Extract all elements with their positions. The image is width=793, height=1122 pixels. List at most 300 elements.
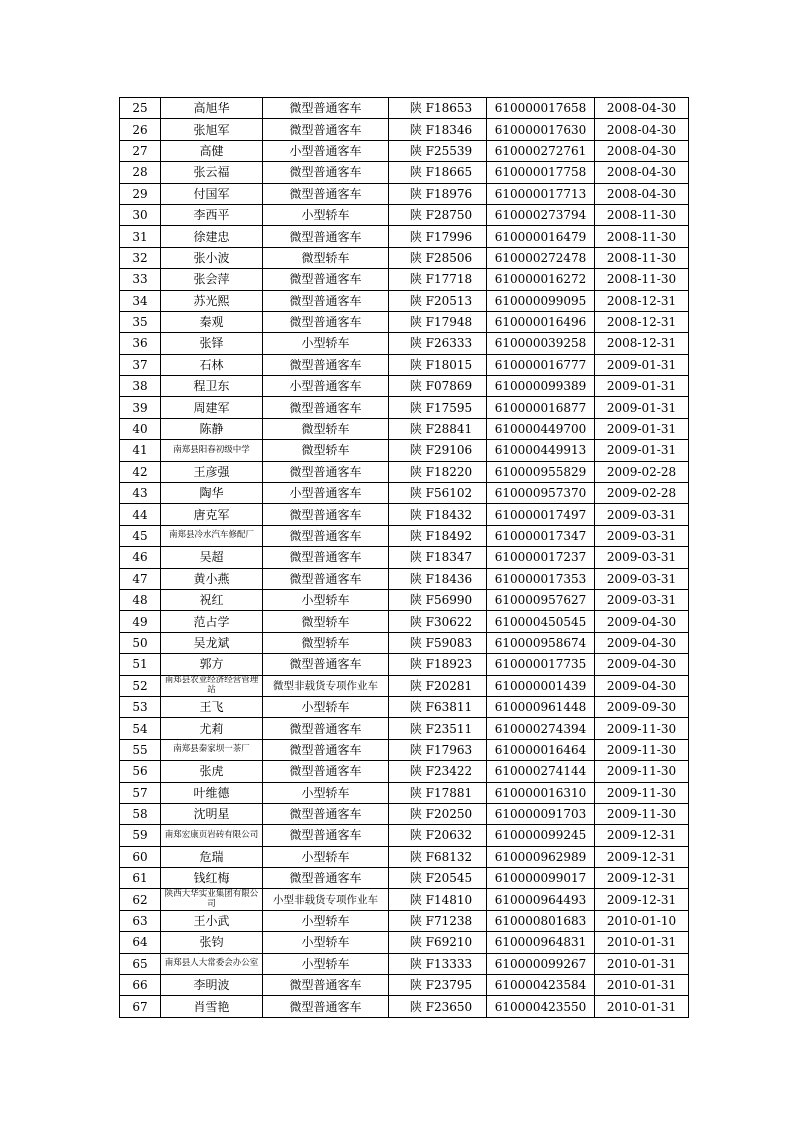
owner-name-cell: 张会萍 (161, 269, 263, 290)
table-row (120, 418, 689, 439)
owner-name-cell (161, 825, 263, 846)
date-cell: 2010-01-31 (595, 932, 689, 953)
owner-name-cell: 周建军 (161, 397, 263, 418)
table-row (120, 504, 689, 525)
table-row (120, 718, 689, 739)
date-cell: 2009-11-30 (595, 718, 689, 739)
vehicle-type-cell: 微型普通客车 (263, 547, 389, 568)
owner-name-text: 南郑县农业经济经营管理站 (164, 675, 259, 695)
row-number-cell: 28 (120, 162, 161, 183)
table-row (120, 910, 689, 931)
registration-id-cell: 610000099267 (487, 953, 595, 974)
table-row (120, 889, 689, 910)
vehicle-type-text: 小型非载货专项作业车 (273, 894, 378, 907)
owner-name-cell (161, 525, 263, 546)
plate-number-cell: 陕 F71238 (389, 910, 487, 931)
vehicle-type-cell: 微型普通客车 (263, 525, 389, 546)
plate-number-cell: 陕 F28750 (389, 204, 487, 225)
date-cell: 2009-12-31 (595, 846, 689, 867)
table-row (120, 376, 689, 397)
vehicle-type-cell: 微型轿车 (263, 632, 389, 653)
vehicle-type-cell: 小型普通客车 (263, 376, 389, 397)
registration-id-cell: 610000964831 (487, 932, 595, 953)
date-cell: 2009-01-31 (595, 440, 689, 461)
vehicle-type-cell: 微型普通客车 (263, 162, 389, 183)
vehicle-type-cell: 小型普通客车 (263, 140, 389, 161)
registration-id-cell: 610000016272 (487, 269, 595, 290)
date-cell: 2008-12-31 (595, 311, 689, 332)
row-number-cell: 36 (120, 333, 161, 354)
plate-number-cell: 陕 F18665 (389, 162, 487, 183)
vehicle-type-cell: 微型普通客车 (263, 269, 389, 290)
owner-name-cell: 张钧 (161, 932, 263, 953)
owner-name-cell: 吴龙斌 (161, 632, 263, 653)
registration-id-cell: 610000099389 (487, 376, 595, 397)
registration-id-cell: 610000955829 (487, 461, 595, 482)
plate-number-cell: 陕 F56990 (389, 589, 487, 610)
row-number-cell: 53 (120, 696, 161, 717)
row-number-cell: 61 (120, 868, 161, 889)
plate-number-cell: 陕 F14810 (389, 889, 487, 910)
registration-id-cell: 610000272478 (487, 247, 595, 268)
table-row (120, 953, 689, 974)
registration-id-cell: 610000017237 (487, 547, 595, 568)
plate-number-cell: 陕 F68132 (389, 846, 487, 867)
registration-id-cell: 610000016877 (487, 397, 595, 418)
date-cell: 2009-09-30 (595, 696, 689, 717)
table-row (120, 98, 689, 119)
table-row (120, 333, 689, 354)
vehicle-type-cell: 微型普通客车 (263, 868, 389, 889)
owner-name-cell: 郭方 (161, 654, 263, 675)
owner-name-cell: 尤莉 (161, 718, 263, 739)
date-cell: 2009-11-30 (595, 761, 689, 782)
registration-id-cell: 610000017658 (487, 98, 595, 119)
row-number-cell: 66 (120, 975, 161, 996)
date-cell: 2009-11-30 (595, 782, 689, 803)
table-row (120, 119, 689, 140)
owner-name-cell: 张虎 (161, 761, 263, 782)
row-number-cell: 52 (120, 675, 161, 696)
date-cell: 2009-03-31 (595, 568, 689, 589)
row-number-cell: 29 (120, 183, 161, 204)
table-row (120, 846, 689, 867)
plate-number-cell: 陕 F23650 (389, 996, 487, 1017)
vehicle-registry-table (119, 97, 689, 1018)
owner-name-cell (161, 440, 263, 461)
row-number-cell: 60 (120, 846, 161, 867)
table-row (120, 140, 689, 161)
plate-number-cell: 陕 F18346 (389, 119, 487, 140)
row-number-cell: 38 (120, 376, 161, 397)
plate-number-cell: 陕 F18347 (389, 547, 487, 568)
table-row (120, 162, 689, 183)
plate-number-cell: 陕 F23511 (389, 718, 487, 739)
plate-number-cell: 陕 F28506 (389, 247, 487, 268)
owner-name-cell (161, 953, 263, 974)
row-number-cell: 59 (120, 825, 161, 846)
row-number-cell: 31 (120, 226, 161, 247)
owner-name-text: 陕西大华实业集团有限公司 (164, 889, 259, 909)
owner-name-cell: 张小波 (161, 247, 263, 268)
date-cell: 2008-04-30 (595, 162, 689, 183)
plate-number-cell: 陕 F20632 (389, 825, 487, 846)
registration-id-cell: 610000016310 (487, 782, 595, 803)
owner-name-cell: 高旭华 (161, 98, 263, 119)
row-number-cell: 32 (120, 247, 161, 268)
date-cell: 2010-01-31 (595, 953, 689, 974)
vehicle-type-cell: 微型普通客车 (263, 803, 389, 824)
row-number-cell: 45 (120, 525, 161, 546)
owner-name-cell: 钱红梅 (161, 868, 263, 889)
owner-name-text: 南郑县秦家坝一茶厂 (173, 744, 250, 755)
owner-name-cell: 秦观 (161, 311, 263, 332)
vehicle-type-cell: 微型普通客车 (263, 183, 389, 204)
registration-id-cell: 610000091703 (487, 803, 595, 824)
table-body (120, 98, 689, 1018)
plate-number-cell: 陕 F23795 (389, 975, 487, 996)
table-row (120, 696, 689, 717)
registration-id-cell: 610000017347 (487, 525, 595, 546)
date-cell: 2009-01-31 (595, 418, 689, 439)
row-number-cell: 46 (120, 547, 161, 568)
registration-id-cell: 610000017713 (487, 183, 595, 204)
owner-name-text: 南郑宏康页岩砖有限公司 (164, 829, 259, 840)
vehicle-type-cell: 微型普通客车 (263, 654, 389, 675)
date-cell: 2009-02-28 (595, 483, 689, 504)
table-row (120, 183, 689, 204)
date-cell: 2009-03-31 (595, 525, 689, 546)
vehicle-type-cell: 微型轿车 (263, 247, 389, 268)
vehicle-type-cell: 小型轿车 (263, 589, 389, 610)
row-number-cell: 63 (120, 910, 161, 931)
plate-number-cell: 陕 F18436 (389, 568, 487, 589)
registration-id-cell: 610000039258 (487, 333, 595, 354)
plate-number-cell: 陕 F20281 (389, 675, 487, 696)
date-cell: 2008-04-30 (595, 119, 689, 140)
table-row (120, 589, 689, 610)
row-number-cell: 48 (120, 589, 161, 610)
vehicle-type-cell: 小型轿车 (263, 204, 389, 225)
table-row (120, 397, 689, 418)
table-row (120, 632, 689, 653)
registration-id-cell: 610000961448 (487, 696, 595, 717)
row-number-cell: 44 (120, 504, 161, 525)
plate-number-cell: 陕 F26333 (389, 333, 487, 354)
table-row (120, 269, 689, 290)
row-number-cell: 55 (120, 739, 161, 760)
row-number-cell: 50 (120, 632, 161, 653)
vehicle-type-cell: 微型轿车 (263, 418, 389, 439)
plate-number-cell: 陕 F17718 (389, 269, 487, 290)
owner-name-cell: 徐建忠 (161, 226, 263, 247)
row-number-cell: 37 (120, 354, 161, 375)
date-cell: 2009-03-31 (595, 589, 689, 610)
row-number-cell: 67 (120, 996, 161, 1017)
registration-id-cell: 610000001439 (487, 675, 595, 696)
registration-id-cell: 610000016464 (487, 739, 595, 760)
owner-name-cell: 祝红 (161, 589, 263, 610)
plate-number-cell: 陕 F23422 (389, 761, 487, 782)
row-number-cell: 65 (120, 953, 161, 974)
vehicle-type-cell: 微型普通客车 (263, 290, 389, 311)
plate-number-cell: 陕 F13333 (389, 953, 487, 974)
registration-id-cell: 610000099095 (487, 290, 595, 311)
date-cell: 2009-01-31 (595, 354, 689, 375)
row-number-cell: 42 (120, 461, 161, 482)
row-number-cell: 27 (120, 140, 161, 161)
owner-name-cell (161, 675, 263, 696)
vehicle-type-cell: 小型轿车 (263, 846, 389, 867)
row-number-cell: 40 (120, 418, 161, 439)
date-cell: 2009-03-31 (595, 504, 689, 525)
owner-name-cell: 张铎 (161, 333, 263, 354)
vehicle-type-cell: 小型轿车 (263, 696, 389, 717)
registration-id-cell: 610000017630 (487, 119, 595, 140)
table-row (120, 311, 689, 332)
registration-id-cell: 610000801683 (487, 910, 595, 931)
vehicle-type-cell: 小型轿车 (263, 953, 389, 974)
registration-id-cell: 610000017353 (487, 568, 595, 589)
plate-number-cell: 陕 F07869 (389, 376, 487, 397)
owner-name-cell: 沈明星 (161, 803, 263, 824)
registration-id-cell: 610000450545 (487, 611, 595, 632)
owner-name-cell: 范占学 (161, 611, 263, 632)
row-number-cell: 54 (120, 718, 161, 739)
table-row (120, 611, 689, 632)
row-number-cell: 62 (120, 889, 161, 910)
owner-name-cell: 王飞 (161, 696, 263, 717)
table-row (120, 204, 689, 225)
date-cell: 2009-04-30 (595, 611, 689, 632)
owner-name-cell: 石林 (161, 354, 263, 375)
plate-number-cell: 陕 F17881 (389, 782, 487, 803)
table-row (120, 782, 689, 803)
table-row (120, 868, 689, 889)
owner-name-cell: 黄小燕 (161, 568, 263, 589)
owner-name-text: 南郑县阳春初级中学 (173, 444, 250, 455)
plate-number-cell: 陕 F56102 (389, 483, 487, 504)
vehicle-type-cell: 微型普通客车 (263, 739, 389, 760)
owner-name-cell: 高健 (161, 140, 263, 161)
plate-number-cell: 陕 F20545 (389, 868, 487, 889)
row-number-cell: 26 (120, 119, 161, 140)
date-cell: 2008-04-30 (595, 98, 689, 119)
registration-id-cell: 610000964493 (487, 889, 595, 910)
table-row (120, 675, 689, 696)
vehicle-type-cell: 小型轿车 (263, 782, 389, 803)
table-row (120, 803, 689, 824)
registration-id-cell: 610000099017 (487, 868, 595, 889)
registration-id-cell: 610000272761 (487, 140, 595, 161)
row-number-cell: 57 (120, 782, 161, 803)
owner-name-cell: 王小武 (161, 910, 263, 931)
row-number-cell: 43 (120, 483, 161, 504)
vehicle-type-cell: 微型普通客车 (263, 761, 389, 782)
plate-number-cell: 陕 F17963 (389, 739, 487, 760)
row-number-cell: 58 (120, 803, 161, 824)
date-cell: 2009-01-31 (595, 376, 689, 397)
table-row (120, 247, 689, 268)
plate-number-cell: 陕 F18492 (389, 525, 487, 546)
table-row (120, 761, 689, 782)
vehicle-type-text: 微型非载货专项作业车 (273, 680, 378, 693)
registration-id-cell: 610000273794 (487, 204, 595, 225)
plate-number-cell: 陕 F20250 (389, 803, 487, 824)
date-cell: 2009-11-30 (595, 739, 689, 760)
vehicle-type-cell: 小型轿车 (263, 932, 389, 953)
date-cell: 2008-04-30 (595, 140, 689, 161)
date-cell: 2009-12-31 (595, 889, 689, 910)
plate-number-cell: 陕 F17595 (389, 397, 487, 418)
date-cell: 2010-01-31 (595, 996, 689, 1017)
row-number-cell: 25 (120, 98, 161, 119)
owner-name-cell: 李西平 (161, 204, 263, 225)
owner-name-cell: 张旭军 (161, 119, 263, 140)
vehicle-type-cell: 微型普通客车 (263, 504, 389, 525)
table-row (120, 354, 689, 375)
registration-id-cell: 610000274144 (487, 761, 595, 782)
date-cell: 2008-12-31 (595, 333, 689, 354)
table-row (120, 568, 689, 589)
owner-name-cell: 苏光熙 (161, 290, 263, 311)
registration-id-cell: 610000449913 (487, 440, 595, 461)
vehicle-type-cell: 小型普通客车 (263, 483, 389, 504)
table-row (120, 547, 689, 568)
plate-number-cell: 陕 F18220 (389, 461, 487, 482)
plate-number-cell: 陕 F18015 (389, 354, 487, 375)
date-cell: 2009-04-30 (595, 632, 689, 653)
row-number-cell: 41 (120, 440, 161, 461)
owner-name-cell: 陶华 (161, 483, 263, 504)
registration-id-cell: 610000099245 (487, 825, 595, 846)
date-cell: 2010-01-31 (595, 975, 689, 996)
date-cell: 2009-12-31 (595, 825, 689, 846)
plate-number-cell: 陕 F18976 (389, 183, 487, 204)
registration-id-cell: 610000423584 (487, 975, 595, 996)
date-cell: 2008-11-30 (595, 247, 689, 268)
owner-name-cell: 危瑞 (161, 846, 263, 867)
vehicle-type-cell: 微型普通客车 (263, 354, 389, 375)
plate-number-cell: 陕 F25539 (389, 140, 487, 161)
plate-number-cell: 陕 F18432 (389, 504, 487, 525)
table-row (120, 932, 689, 953)
vehicle-type-cell: 微型普通客车 (263, 98, 389, 119)
row-number-cell: 51 (120, 654, 161, 675)
owner-name-cell: 陈静 (161, 418, 263, 439)
owner-name-cell (161, 889, 263, 910)
row-number-cell: 64 (120, 932, 161, 953)
date-cell: 2009-04-30 (595, 654, 689, 675)
row-number-cell: 35 (120, 311, 161, 332)
table-row (120, 461, 689, 482)
vehicle-type-cell: 微型普通客车 (263, 718, 389, 739)
owner-name-text: 南郑县冷水汽车修配厂 (168, 530, 254, 541)
date-cell: 2009-01-31 (595, 397, 689, 418)
row-number-cell: 56 (120, 761, 161, 782)
plate-number-cell: 陕 F20513 (389, 290, 487, 311)
date-cell: 2008-11-30 (595, 269, 689, 290)
vehicle-type-cell: 微型普通客车 (263, 461, 389, 482)
plate-number-cell: 陕 F18653 (389, 98, 487, 119)
plate-number-cell: 陕 F30622 (389, 611, 487, 632)
vehicle-type-cell: 微型普通客车 (263, 226, 389, 247)
owner-name-cell: 李明波 (161, 975, 263, 996)
plate-number-cell: 陕 F18923 (389, 654, 487, 675)
registration-id-cell: 610000016496 (487, 311, 595, 332)
table-row (120, 739, 689, 760)
registration-id-cell: 610000274394 (487, 718, 595, 739)
date-cell: 2008-11-30 (595, 226, 689, 247)
owner-name-cell: 张云福 (161, 162, 263, 183)
table-row (120, 654, 689, 675)
registration-id-cell: 610000016479 (487, 226, 595, 247)
owner-name-cell (161, 739, 263, 760)
vehicle-type-cell: 小型轿车 (263, 333, 389, 354)
date-cell: 2010-01-10 (595, 910, 689, 931)
owner-name-cell: 吴超 (161, 547, 263, 568)
date-cell: 2009-02-28 (595, 461, 689, 482)
registration-id-cell: 610000017758 (487, 162, 595, 183)
table-row (120, 975, 689, 996)
owner-name-cell: 付国军 (161, 183, 263, 204)
vehicle-type-cell: 微型普通客车 (263, 996, 389, 1017)
registration-id-cell: 610000017735 (487, 654, 595, 675)
vehicle-type-cell: 微型普通客车 (263, 568, 389, 589)
vehicle-type-cell (263, 889, 389, 910)
vehicle-type-cell: 微型普通客车 (263, 825, 389, 846)
vehicle-type-cell: 微型轿车 (263, 611, 389, 632)
owner-name-cell: 叶维德 (161, 782, 263, 803)
vehicle-type-cell: 微型普通客车 (263, 119, 389, 140)
date-cell: 2008-12-31 (595, 290, 689, 311)
table-row (120, 525, 689, 546)
table-row (120, 226, 689, 247)
date-cell: 2008-11-30 (595, 204, 689, 225)
owner-name-cell: 肖雪艳 (161, 996, 263, 1017)
row-number-cell: 47 (120, 568, 161, 589)
table-row (120, 440, 689, 461)
table-row (120, 290, 689, 311)
registration-id-cell: 610000423550 (487, 996, 595, 1017)
vehicle-type-cell: 微型轿车 (263, 440, 389, 461)
vehicle-type-cell: 小型轿车 (263, 910, 389, 931)
plate-number-cell: 陕 F28841 (389, 418, 487, 439)
plate-number-cell: 陕 F17996 (389, 226, 487, 247)
plate-number-cell: 陕 F63811 (389, 696, 487, 717)
plate-number-cell: 陕 F69210 (389, 932, 487, 953)
plate-number-cell: 陕 F59083 (389, 632, 487, 653)
registration-id-cell: 610000449700 (487, 418, 595, 439)
plate-number-cell: 陕 F17948 (389, 311, 487, 332)
registration-id-cell: 610000962989 (487, 846, 595, 867)
vehicle-type-cell: 微型普通客车 (263, 311, 389, 332)
vehicle-type-cell: 微型普通客车 (263, 975, 389, 996)
row-number-cell: 49 (120, 611, 161, 632)
registration-id-cell: 610000957627 (487, 589, 595, 610)
date-cell: 2009-03-31 (595, 547, 689, 568)
registration-id-cell: 610000957370 (487, 483, 595, 504)
registration-id-cell: 610000017497 (487, 504, 595, 525)
row-number-cell: 33 (120, 269, 161, 290)
vehicle-type-cell (263, 675, 389, 696)
row-number-cell: 30 (120, 204, 161, 225)
date-cell: 2008-04-30 (595, 183, 689, 204)
row-number-cell: 34 (120, 290, 161, 311)
registration-id-cell: 610000016777 (487, 354, 595, 375)
table-row (120, 996, 689, 1017)
table-row (120, 825, 689, 846)
